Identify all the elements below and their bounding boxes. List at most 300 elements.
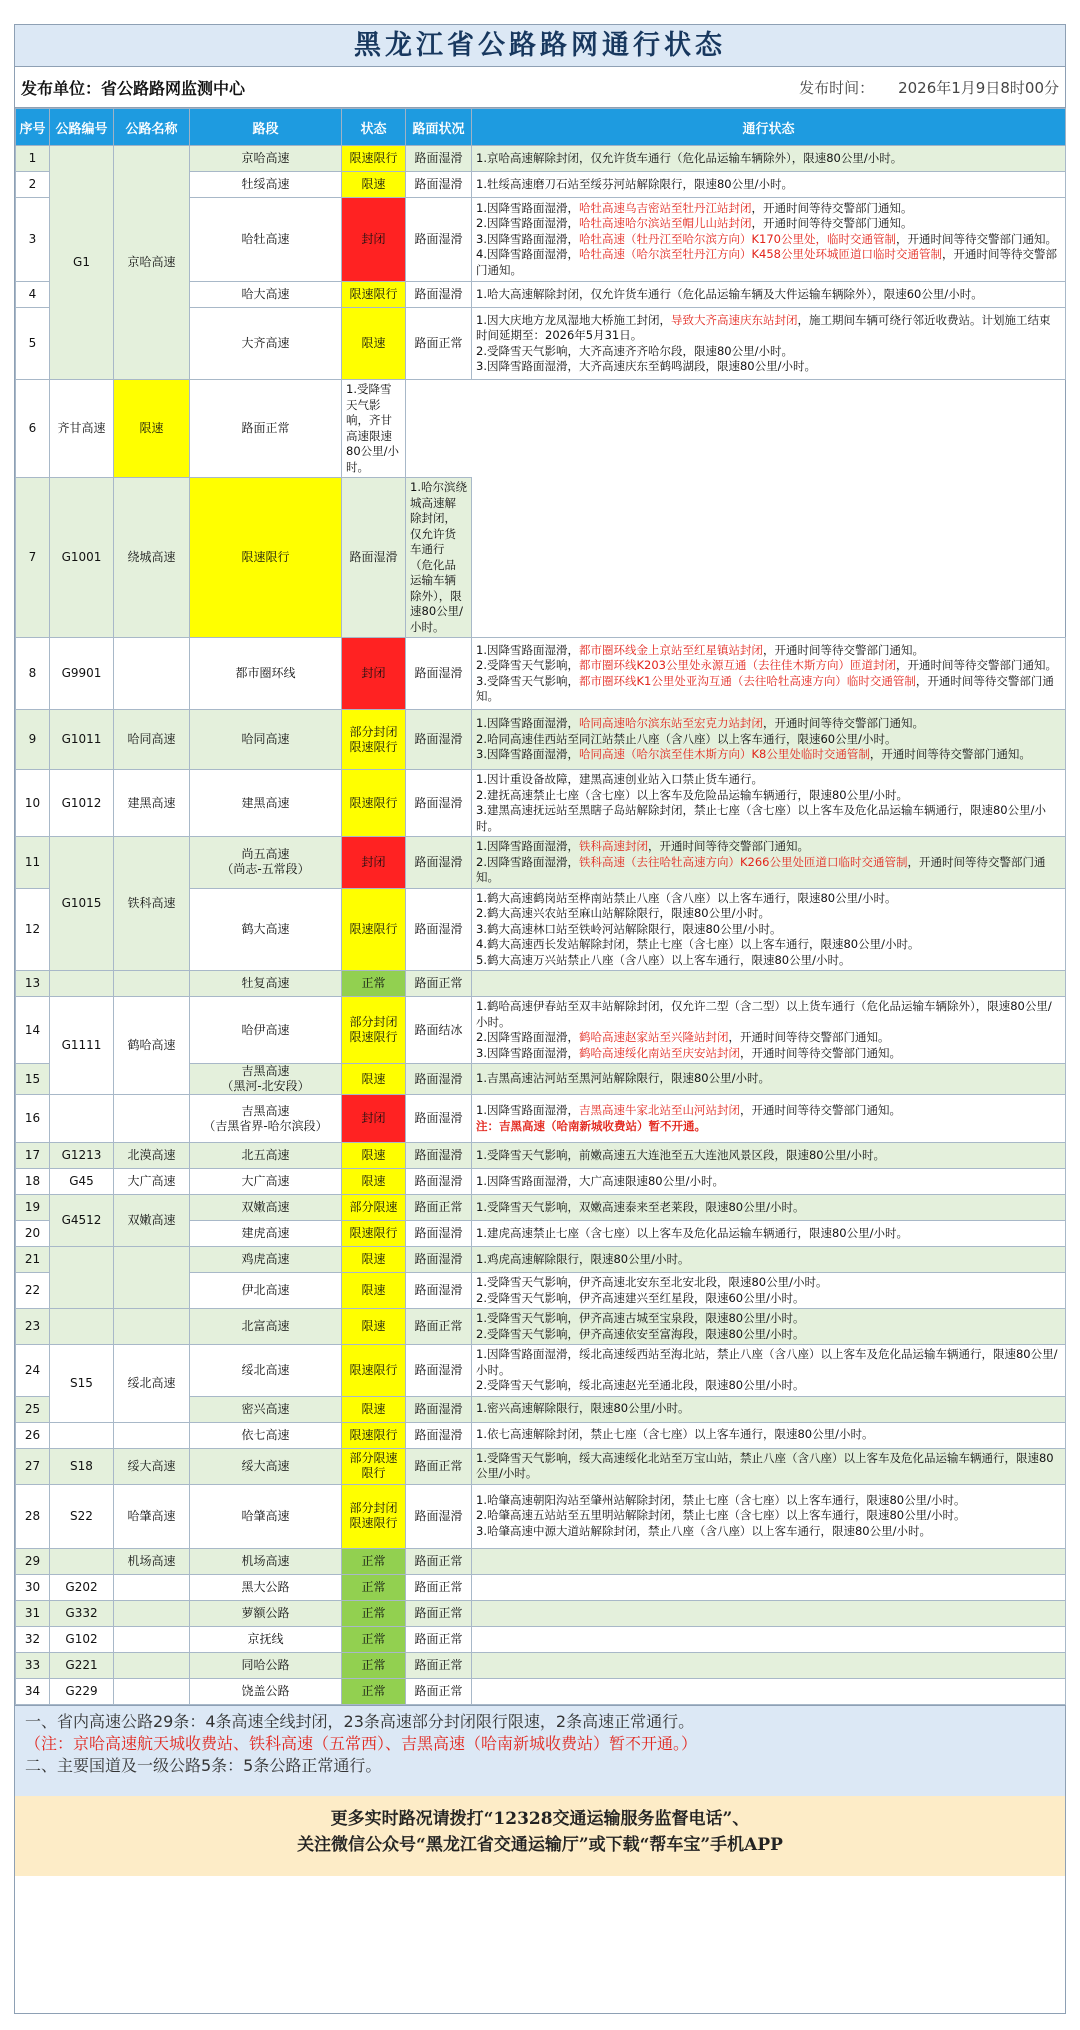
detail-line xyxy=(476,1226,1061,1242)
detail-text: 哈牡高速哈尔滨站至帽儿山站封闭 xyxy=(578,216,752,231)
detail-line xyxy=(476,1119,1061,1135)
status-badge: 正常 xyxy=(342,1678,406,1704)
detail-text: 鹤哈高速绥化南站至庆安站封闭 xyxy=(578,1045,740,1060)
detail-text: 1.牡绥高速磨刀石站至绥芬河站解除限行，限速80公里/小时。 xyxy=(476,176,793,191)
detail-text: 3.哈肇高速中源大道站解除封闭，禁止八座（含八座）以上客车通行，限速80公里/小时。 xyxy=(476,1523,931,1538)
segment: 京抚线 xyxy=(190,1626,342,1652)
detail-text: ，开通时间等待交警部门通知。 xyxy=(476,673,1054,703)
road-name: 哈同高速 xyxy=(114,710,190,770)
detail-line xyxy=(410,480,467,635)
road-condition: 路面湿滑 xyxy=(406,1396,472,1422)
traffic-detail xyxy=(472,1345,1066,1397)
detail-text: 都市圈环线K203公里处永源互通（去往佳木斯方向）匝道封闭 xyxy=(578,658,896,672)
road-condition: 路面正常 xyxy=(406,1448,472,1484)
road-name: 鹤哈高速 xyxy=(114,997,190,1095)
row-no: 4 xyxy=(16,282,50,308)
status-badge: 限速 xyxy=(342,1396,406,1422)
road-condition: 路面湿滑 xyxy=(406,1345,472,1397)
detail-line xyxy=(476,788,1061,804)
row-no: 19 xyxy=(16,1195,50,1221)
status-badge: 限速 xyxy=(342,172,406,198)
table-row xyxy=(16,710,1066,770)
road-name: 铁科高速 xyxy=(114,837,190,971)
detail-text: 3.因降雪路面湿滑，大齐高速庆东至鹤鸣湖段，限速80公里/小时。 xyxy=(476,359,816,373)
road-condition: 路面湿滑 xyxy=(406,1247,472,1273)
road-name xyxy=(114,1574,190,1600)
row-no: 13 xyxy=(16,971,50,997)
road-condition: 路面湿滑 xyxy=(406,638,472,710)
traffic-detail xyxy=(472,1064,1066,1095)
page-title: 黑龙江省公路路网通行状态 xyxy=(15,25,1065,67)
detail-line xyxy=(476,232,1061,248)
detail-text: 3.因降雪路面湿滑， xyxy=(476,231,579,246)
road-name xyxy=(114,971,190,997)
detail-text: 铁科高速封闭 xyxy=(578,839,648,853)
road-condition: 路面湿滑 xyxy=(406,1484,472,1548)
status-badge: 限速 xyxy=(342,1273,406,1309)
row-no: 15 xyxy=(16,1064,50,1095)
row-no: 18 xyxy=(16,1169,50,1195)
road-code xyxy=(50,1422,114,1448)
detail-text: 1.建虎高速禁止七座（含七座）以上客车及危化品运输车辆通行，限速80公里/小时。 xyxy=(476,1225,908,1240)
segment: 萝额公路 xyxy=(190,1600,342,1626)
row-no: 28 xyxy=(16,1484,50,1548)
detail-line xyxy=(476,1524,1061,1540)
detail-line xyxy=(476,855,1061,886)
header-status: 状态 xyxy=(342,109,406,146)
road-condition: 路面结冰 xyxy=(406,997,472,1064)
traffic-detail xyxy=(472,1448,1066,1484)
traffic-detail xyxy=(472,1626,1066,1652)
road-name xyxy=(114,638,190,710)
row-no: 11 xyxy=(16,837,50,889)
table-row xyxy=(16,1448,1066,1484)
publish-time-value: 2026年1月9日8时00分 xyxy=(898,78,1059,97)
row-no: 25 xyxy=(16,1396,50,1422)
road-condition: 路面正常 xyxy=(406,1548,472,1574)
traffic-detail xyxy=(472,1652,1066,1678)
row-no: 20 xyxy=(16,1221,50,1247)
traffic-detail xyxy=(472,1484,1066,1548)
traffic-detail xyxy=(472,1095,1066,1143)
segment: 哈大高速 xyxy=(190,282,342,308)
detail-text: 1.哈肇高速朝阳沟站至肇州站解除封闭，禁止七座（含七座）以上客车通行，限速80公里/小时。 xyxy=(476,1492,966,1507)
segment: 哈肇高速 xyxy=(190,1484,342,1548)
detail-text: 3.鹤大高速林口站至铁岭河站解除限行，限速80公里/小时。 xyxy=(476,921,782,936)
detail-line xyxy=(476,344,1061,360)
table-row xyxy=(16,146,1066,172)
traffic-detail xyxy=(472,1195,1066,1221)
traffic-detail xyxy=(406,478,472,638)
traffic-detail xyxy=(472,1574,1066,1600)
status-badge: 封闭 xyxy=(342,638,406,710)
road-code: G229 xyxy=(50,1678,114,1704)
road-condition: 路面湿滑 xyxy=(406,198,472,282)
road-code: G1012 xyxy=(50,770,114,837)
road-condition: 路面正常 xyxy=(406,1600,472,1626)
road-name: 大广高速 xyxy=(114,1169,190,1195)
detail-text: 1.哈尔滨绕城高速解除封闭，仅允许货车通行（危化品运输车辆除外），限速80公里/小时。 xyxy=(410,480,467,634)
detail-line xyxy=(476,1148,1061,1164)
row-no: 16 xyxy=(16,1095,50,1143)
road-code: G332 xyxy=(50,1600,114,1626)
segment: 黑大公路 xyxy=(190,1574,342,1600)
traffic-detail xyxy=(472,1143,1066,1169)
detail-text: 3.因降雪路面湿滑， xyxy=(476,747,579,762)
road-condition: 路面湿滑 xyxy=(406,770,472,837)
detail-text: 注：吉黑高速（哈南新城收费站）暂不开通。 xyxy=(476,1118,706,1133)
detail-text: 2.因降雪路面湿滑， xyxy=(476,1030,579,1044)
segment: 依七高速 xyxy=(190,1422,342,1448)
segment: 吉黑高速 （黑河-北安段） xyxy=(190,1064,342,1095)
detail-text: 1.吉黑高速沾河站至黑河站解除限行，限速80公里/小时。 xyxy=(476,1071,770,1086)
traffic-detail xyxy=(472,770,1066,837)
detail-text: 1.因降雪路面湿滑，大广高速限速80公里/小时。 xyxy=(476,1173,724,1188)
detail-text: 1.因降雪路面湿滑， xyxy=(476,716,579,731)
segment: 建虎高速 xyxy=(190,1221,342,1247)
detail-text: 4.鹤大高速西长发站解除封闭，禁止七座（含七座）以上客车通行，限速80公里/小时。 xyxy=(476,937,920,951)
segment: 绕城高速 xyxy=(114,478,190,638)
road-condition: 路面湿滑 xyxy=(406,1095,472,1143)
table-row xyxy=(16,1195,1066,1221)
detail-text: 哈同高速哈尔滨东站至宏克力站封闭 xyxy=(578,716,763,731)
detail-line xyxy=(476,1030,1061,1046)
detail-text: ，开通时间等待交警部门通知。 xyxy=(895,658,1057,672)
table-row xyxy=(16,1345,1066,1397)
road-code: S18 xyxy=(50,1448,114,1484)
header-no: 序号 xyxy=(16,109,50,146)
road-code: S22 xyxy=(50,1484,114,1548)
detail-text: ，开通时间等待交警部门通知。 xyxy=(739,1045,901,1060)
road-condition: 路面湿滑 xyxy=(406,172,472,198)
status-badge: 正常 xyxy=(342,1574,406,1600)
segment: 哈牡高速 xyxy=(190,198,342,282)
row-no: 9 xyxy=(16,710,50,770)
detail-text: 1.京哈高速解除封闭，仅允许货车通行（危化品运输车辆除外），限速80公里/小时。 xyxy=(476,150,903,165)
road-code: S15 xyxy=(50,1345,114,1423)
status-badge: 限速 xyxy=(342,1309,406,1345)
table-row xyxy=(16,380,1066,478)
road-name xyxy=(114,1652,190,1678)
detail-line xyxy=(476,891,1061,907)
summary-line2: 二、主要国道及一级公路5条：5条公路正常通行。 xyxy=(25,1755,382,1775)
road-name: 双嫩高速 xyxy=(114,1195,190,1247)
detail-line xyxy=(476,1275,1061,1291)
status-badge: 限速 xyxy=(114,380,190,478)
detail-line xyxy=(476,803,1061,834)
segment: 大齐高速 xyxy=(190,308,342,380)
road-code: G1213 xyxy=(50,1143,114,1169)
status-badge: 部分限速 限行 xyxy=(342,1448,406,1484)
segment: 绥北高速 xyxy=(190,1345,342,1397)
row-no: 3 xyxy=(16,198,50,282)
status-badge: 限速 xyxy=(342,1169,406,1195)
road-condition: 路面湿滑 xyxy=(406,888,472,971)
row-no: 14 xyxy=(16,997,50,1064)
status-badge: 封闭 xyxy=(342,1095,406,1143)
detail-line xyxy=(476,1071,1061,1087)
segment: 都市圈环线 xyxy=(190,638,342,710)
table-body xyxy=(16,146,1066,1705)
row-no: 32 xyxy=(16,1626,50,1652)
detail-text: ，开通时间等待交警部门通知。 xyxy=(728,1030,890,1044)
segment: 伊北高速 xyxy=(190,1273,342,1309)
detail-line xyxy=(476,1103,1061,1119)
detail-text: 2.受降雪天气影响，伊齐高速依安至富海段，限速80公里/小时。 xyxy=(476,1326,805,1341)
road-condition: 路面正常 xyxy=(406,1309,472,1345)
header-name: 公路名称 xyxy=(114,109,190,146)
row-no: 8 xyxy=(16,638,50,710)
detail-text: 2.受降雪天气影响， xyxy=(476,658,579,672)
traffic-detail xyxy=(472,1247,1066,1273)
road-code: G1001 xyxy=(50,478,114,638)
detail-text: 4.因降雪路面湿滑， xyxy=(476,247,579,262)
row-no: 26 xyxy=(16,1422,50,1448)
detail-text: 1.鸡虎高速解除限行，限速80公里/小时。 xyxy=(476,1251,690,1266)
detail-text: 2.受降雪天气影响，伊齐高速建兴至红星段，限速60公里/小时。 xyxy=(476,1290,805,1305)
segment: 哈伊高速 xyxy=(190,997,342,1064)
detail-line xyxy=(476,359,1061,375)
table-header xyxy=(16,109,1066,146)
road-name: 京哈高速 xyxy=(114,146,190,380)
hotline-line1: 更多实时路况请拨打“12328交通运输服务监督电话”、 xyxy=(330,1808,750,1829)
road-name xyxy=(114,1626,190,1652)
detail-text: ，开通时间等待交警部门通知。 xyxy=(751,216,913,231)
detail-text: 1.依七高速解除封闭，禁止七座（含七座）以上客车通行，限速80公里/小时。 xyxy=(476,1427,874,1442)
status-badge: 限速限行 xyxy=(342,1221,406,1247)
road-code: G1015 xyxy=(50,837,114,971)
detail-text: 1.因降雪路面湿滑， xyxy=(476,839,579,853)
road-name: 建黑高速 xyxy=(114,770,190,837)
table-row xyxy=(16,837,1066,889)
status-badge: 正常 xyxy=(342,1600,406,1626)
status-badge: 限速限行 xyxy=(342,146,406,172)
row-no: 21 xyxy=(16,1247,50,1273)
detail-text: 哈牡高速（哈尔滨至牡丹江方向）K458公里处环城匝道口临时交通管制 xyxy=(578,247,942,262)
detail-line xyxy=(476,1046,1061,1062)
detail-text: ，开通时间等待交警部门通知。 xyxy=(476,854,1046,884)
status-badge: 部分限速 xyxy=(342,1195,406,1221)
traffic-detail xyxy=(472,710,1066,770)
table-row xyxy=(16,1484,1066,1548)
segment: 同哈公路 xyxy=(190,1652,342,1678)
road-code: G102 xyxy=(50,1626,114,1652)
segment: 双嫩高速 xyxy=(190,1195,342,1221)
road-code xyxy=(50,1548,114,1574)
detail-text: 1.密兴高速解除限行，限速80公里/小时。 xyxy=(476,1401,690,1416)
detail-text: 1.受降雪天气影响，双嫩高速泰来至老莱段，限速80公里/小时。 xyxy=(476,1199,805,1214)
traffic-detail xyxy=(472,1600,1066,1626)
detail-line xyxy=(476,674,1061,705)
road-name: 绥北高速 xyxy=(114,1345,190,1423)
table-row xyxy=(16,971,1066,997)
hotline-line2: 关注微信公众号“黑龙江省交通运输厅”或下载“帮车宝”手机APP xyxy=(297,1834,783,1855)
traffic-detail xyxy=(472,198,1066,282)
traffic-detail xyxy=(472,308,1066,380)
traffic-detail xyxy=(472,1221,1066,1247)
traffic-detail xyxy=(472,638,1066,710)
status-badge: 部分封闭 限速限行 xyxy=(342,710,406,770)
meta-bar xyxy=(15,67,1065,108)
row-no: 17 xyxy=(16,1143,50,1169)
detail-line xyxy=(476,643,1061,659)
detail-text: 2.受降雪天气影响，大齐高速齐齐哈尔段，限速80公里/小时。 xyxy=(476,343,793,358)
detail-line xyxy=(476,177,1061,193)
detail-text: 2.哈同高速佳西站至同江站禁止八座（含八座）以上客车通行，限速60公里/小时。 xyxy=(476,731,897,746)
detail-text: ，开通时间等待交警部门通知。 xyxy=(476,247,1057,277)
road-code: G1111 xyxy=(50,997,114,1095)
traffic-detail xyxy=(472,1548,1066,1574)
row-no: 24 xyxy=(16,1345,50,1397)
road-condition: 路面正常 xyxy=(406,1626,472,1652)
road-condition: 路面正常 xyxy=(406,1678,472,1704)
traffic-detail xyxy=(472,997,1066,1064)
table-row xyxy=(16,1422,1066,1448)
detail-text: 哈同高速（哈尔滨至佳木斯方向）K8公里处临时交通管制 xyxy=(578,747,870,762)
table-row xyxy=(16,1600,1066,1626)
status-badge: 限速 xyxy=(342,1143,406,1169)
segment: 北富高速 xyxy=(190,1309,342,1345)
status-badge: 正常 xyxy=(342,1626,406,1652)
segment: 密兴高速 xyxy=(190,1396,342,1422)
traffic-detail xyxy=(472,1309,1066,1345)
road-condition: 路面正常 xyxy=(406,308,472,380)
row-no: 27 xyxy=(16,1448,50,1484)
detail-line xyxy=(476,839,1061,855)
road-name: 绥大高速 xyxy=(114,1448,190,1484)
row-no: 12 xyxy=(16,888,50,971)
road-name xyxy=(114,1600,190,1626)
detail-text: ，开通时间等待交警部门通知。 xyxy=(762,716,924,731)
detail-line xyxy=(476,216,1061,232)
detail-text: ，开通时间等待交警部门通知。 xyxy=(895,231,1057,246)
road-condition: 路面湿滑 xyxy=(406,1221,472,1247)
header-code: 公路编号 xyxy=(50,109,114,146)
detail-text: 2.鹤大高速兴农站至麻山站解除限行，限速80公里/小时。 xyxy=(476,906,770,920)
detail-text: ，开通时间等待交警部门通知。 xyxy=(751,200,913,215)
detail-line xyxy=(476,1508,1061,1524)
segment: 建黑高速 xyxy=(190,770,342,837)
detail-line xyxy=(476,906,1061,922)
table-row xyxy=(16,1574,1066,1600)
detail-text: ，开通时间等待交警部门通知。 xyxy=(647,839,809,853)
table-row xyxy=(16,638,1066,710)
detail-text: 哈牡高速乌吉密站至牡丹江站封闭 xyxy=(578,200,752,215)
row-no: 31 xyxy=(16,1600,50,1626)
segment: 牡复高速 xyxy=(190,971,342,997)
detail-text: ，开通时间等待交警部门通知。 xyxy=(739,1103,901,1117)
detail-line xyxy=(476,1451,1061,1482)
road-code: G1011 xyxy=(50,710,114,770)
road-condition: 路面正常 xyxy=(406,1195,472,1221)
detail-text: 1.鹤哈高速伊春站至双丰站解除封闭，仅允许二型（含二型）以上货车通行（危化品运输车辆除外），限速80公里/小时。 xyxy=(476,999,1052,1029)
detail-text: 3.建黑高速抚远站至黑瞎子岛站解除封闭，禁止七座（含七座）以上客车及危化品运输车辆通行，限速80公里/小时。 xyxy=(476,803,1046,833)
detail-text: 2.受降雪天气影响，绥北高速赵光至通北段，限速80公里/小时。 xyxy=(476,1378,805,1392)
table-row xyxy=(16,478,1066,638)
detail-text: 都市圈环线金上京站至红星镇站封闭 xyxy=(578,642,763,657)
traffic-detail xyxy=(342,380,406,478)
segment: 哈同高速 xyxy=(190,710,342,770)
detail-text: 1.哈大高速解除封闭，仅允许货车通行（危化品运输车辆及大件运输车辆除外），限速60公里/小时。 xyxy=(476,286,983,301)
segment: 北五高速 xyxy=(190,1143,342,1169)
table-row xyxy=(16,1678,1066,1704)
road-code xyxy=(50,1309,114,1345)
detail-line xyxy=(476,772,1061,788)
publisher: 发布单位：省公路路网监测中心 xyxy=(21,78,246,98)
row-no: 6 xyxy=(16,380,50,478)
road-condition: 路面正常 xyxy=(406,971,472,997)
row-no: 34 xyxy=(16,1678,50,1704)
road-code: G202 xyxy=(50,1574,114,1600)
traffic-detail xyxy=(472,172,1066,198)
summary-note: （注：京哈高速航天城收费站、铁科高速（五常西）、吉黑高速（哈南新城收费站）暂不开通。） xyxy=(25,1733,698,1753)
publish-time xyxy=(799,77,1059,98)
detail-text: 1.受降雪天气影响，齐甘高速限速80公里/小时。 xyxy=(346,382,400,474)
traffic-detail xyxy=(472,837,1066,889)
detail-line xyxy=(476,937,1061,953)
detail-line xyxy=(476,922,1061,938)
detail-text: 3.受降雪天气影响， xyxy=(476,673,579,688)
segment: 鸡虎高速 xyxy=(190,1247,342,1273)
detail-text: 1.受降雪天气影响，前嫩高速五大连池至五大连池风景区段，限速80公里/小时。 xyxy=(476,1147,885,1162)
road-code xyxy=(50,1247,114,1309)
detail-line xyxy=(476,1493,1061,1509)
table-row xyxy=(16,1626,1066,1652)
road-code: G1 xyxy=(50,146,114,380)
detail-text: 1.受降雪天气影响，伊齐高速古城至宝泉段，限速80公里/小时。 xyxy=(476,1311,805,1325)
traffic-detail xyxy=(472,971,1066,997)
detail-text: 吉黑高速牛家北站至山河站封闭 xyxy=(578,1103,740,1117)
detail-line xyxy=(476,1252,1061,1268)
row-no: 23 xyxy=(16,1309,50,1345)
status-badge: 限速限行 xyxy=(342,282,406,308)
segment: 齐甘高速 xyxy=(50,380,114,478)
road-condition: 路面湿滑 xyxy=(406,710,472,770)
header-detail: 通行状态 xyxy=(472,109,1066,146)
segment: 绥大高速 xyxy=(190,1448,342,1484)
detail-line xyxy=(346,382,401,475)
road-condition: 路面正常 xyxy=(406,1652,472,1678)
road-code: G4512 xyxy=(50,1195,114,1247)
detail-line xyxy=(476,287,1061,303)
detail-line xyxy=(476,313,1061,344)
detail-line xyxy=(476,732,1061,748)
segment: 尚五高速 （尚志-五常段） xyxy=(190,837,342,889)
detail-text: 哈牡高速（牡丹江至哈尔滨方向）K170公里处，临时交通管制 xyxy=(578,231,896,246)
table-row xyxy=(16,1143,1066,1169)
detail-text: 1.受降雪天气影响，绥大高速绥化北站至万宝山站，禁止八座（含八座）以上客车及危化品运输车辆通行，限速80公里/小时。 xyxy=(476,1450,1054,1480)
status-badge: 部分封闭 限速限行 xyxy=(342,997,406,1064)
traffic-detail xyxy=(472,1678,1066,1704)
detail-text: 1.因降雪路面湿滑， xyxy=(476,642,579,657)
detail-text: 1.受降雪天气影响，伊齐高速北安东至北安北段，限速80公里/小时。 xyxy=(476,1275,828,1289)
road-code: G45 xyxy=(50,1169,114,1195)
detail-line xyxy=(476,1291,1061,1307)
detail-text: 1.因降雪路面湿滑， xyxy=(476,200,579,215)
detail-text: 2.建抚高速禁止七座（含七座）以上客车及危险品运输车辆通行，限速80公里/小时。 xyxy=(476,787,908,802)
road-name xyxy=(114,1309,190,1345)
detail-line xyxy=(476,1378,1061,1394)
road-name: 哈肇高速 xyxy=(114,1484,190,1548)
road-code xyxy=(50,1095,114,1143)
status-badge: 封闭 xyxy=(342,837,406,889)
road-name xyxy=(114,1247,190,1309)
row-no: 2 xyxy=(16,172,50,198)
detail-text: 铁科高速（去往哈牡高速方向）K266公里处匝道口临时交通管制 xyxy=(578,854,908,869)
row-no: 29 xyxy=(16,1548,50,1574)
road-condition: 路面湿滑 xyxy=(406,1422,472,1448)
status-badge: 正常 xyxy=(342,971,406,997)
